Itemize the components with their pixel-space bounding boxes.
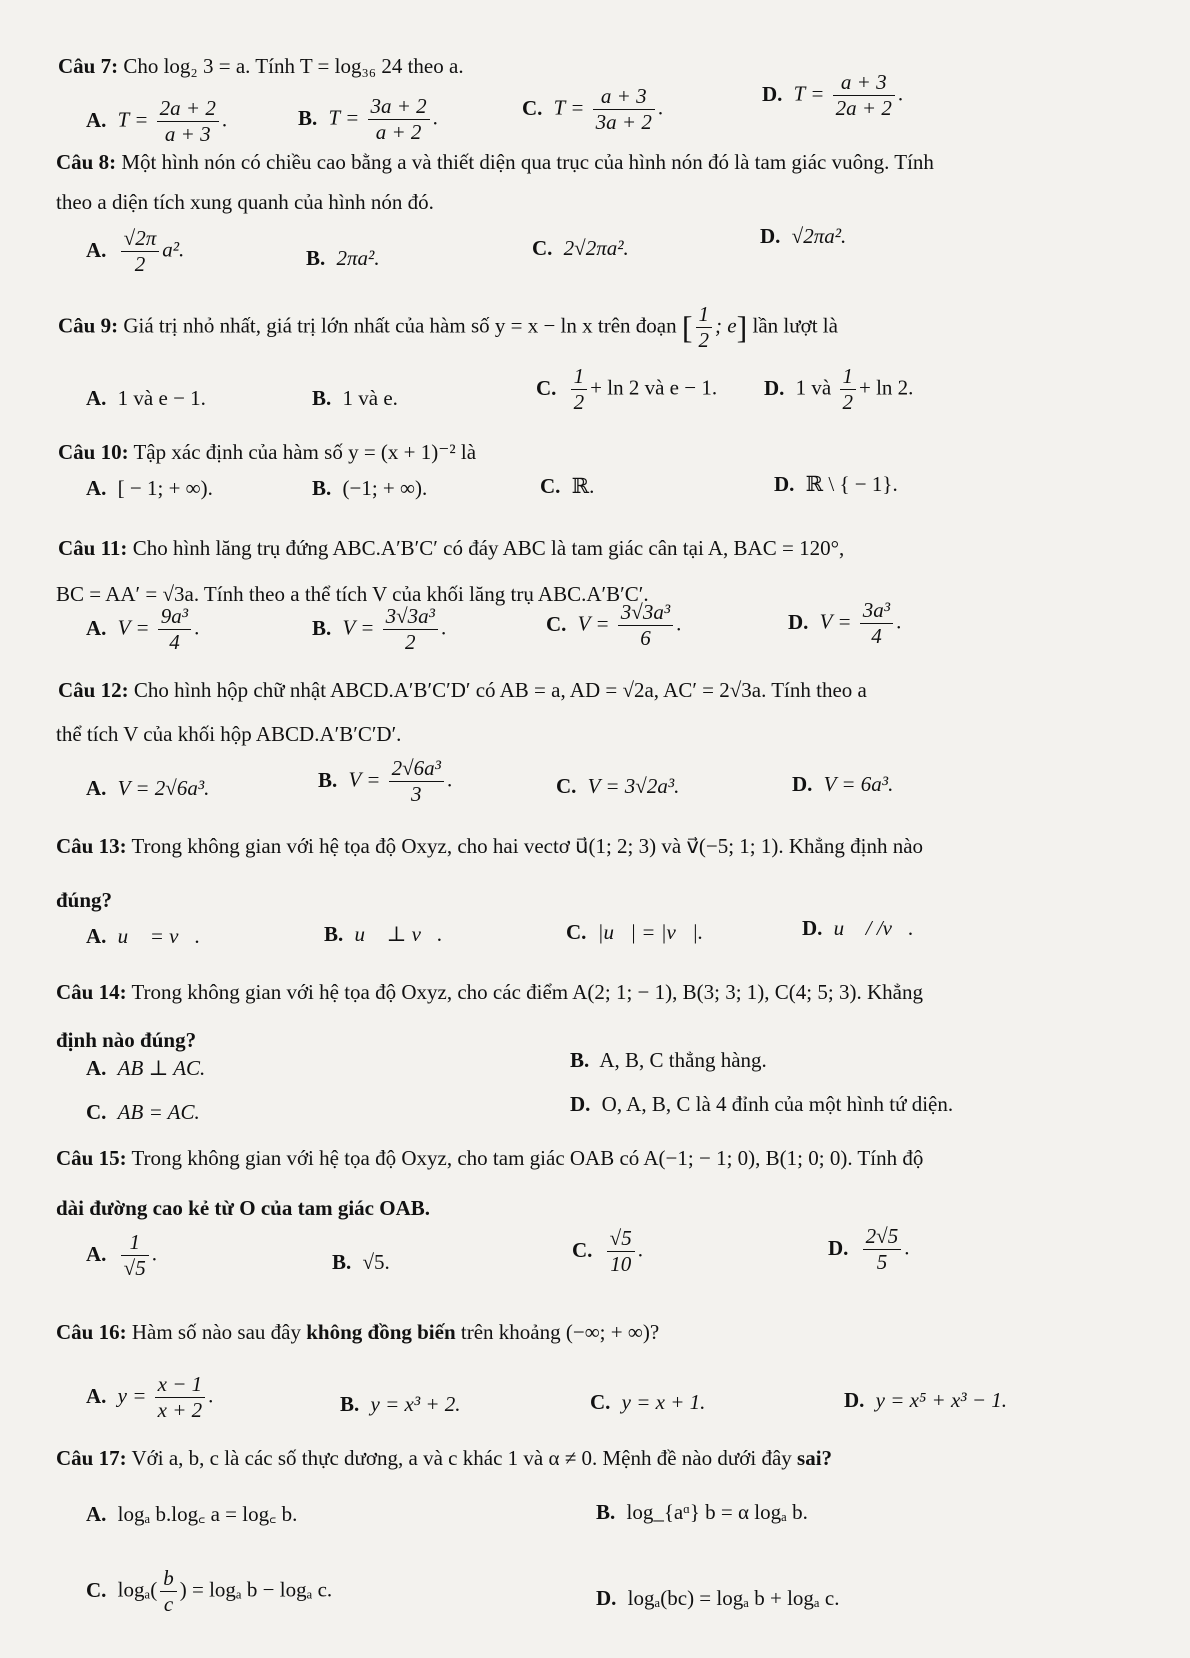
answer-fraction [833, 70, 895, 121]
denominator: 10 [610, 1252, 632, 1277]
answer-label: C. [86, 1577, 107, 1602]
answer-10d [774, 472, 898, 497]
answer-17a [86, 1500, 297, 1528]
denominator: 3a + 2 [595, 110, 652, 135]
answer-text: V = 3√2a³. [587, 774, 680, 798]
question-text: Trong không gian với hệ tọa độ Oxyz, cho các điểm A(2; 1; − 1), B(3; 3; 1), C(4; 5; 3). Khẳng [131, 980, 923, 1004]
answer-text: u⃗ ⊥ v⃗. [354, 922, 443, 946]
numerator: 3a + 2 [368, 94, 430, 120]
answer-label: A. [86, 615, 107, 640]
answer-text: |u⃗| = |v⃗|. [597, 920, 704, 944]
question-label: Câu 13: [56, 834, 127, 858]
answer-12a [86, 776, 209, 801]
answer-14b [570, 1048, 767, 1073]
answer-11d [788, 598, 901, 649]
question-label: Câu 12: [58, 678, 129, 702]
answer-label: B. [332, 1250, 352, 1274]
answer-8c [532, 236, 629, 261]
answer-label: A. [86, 776, 107, 800]
answer-13c [566, 920, 703, 945]
answer-prefix: V = [342, 615, 375, 640]
answer-text: O, A, B, C là 4 đỉnh của một hình tứ diện. [601, 1092, 954, 1116]
answer-label: B. [596, 1500, 616, 1524]
question-label: Câu 8: [56, 150, 117, 174]
denominator: 4 [169, 630, 180, 655]
denominator: 2 [573, 390, 585, 415]
question-14-line2: định nào đúng? [56, 1028, 197, 1052]
question-text: Trong không gian với hệ tọa độ Oxyz, cho hai vectơ u⃗(1; 2; 3) và v⃗(−5; 1; 1). Khẳng định nào [131, 834, 924, 858]
answer-label: C. [522, 95, 543, 120]
answer-9d [764, 364, 913, 415]
answer-text: y = x⁵ + x³ − 1. [875, 1388, 1007, 1412]
answer-12c [556, 774, 679, 799]
answer-text: 2√2πa². [563, 236, 629, 260]
answer-prefix: T = [793, 81, 825, 106]
answer-fraction [593, 84, 655, 135]
numerator: √2π [121, 226, 160, 252]
answer-fraction [860, 598, 893, 649]
answer-label: A. [86, 924, 107, 948]
interval-fraction [696, 302, 713, 353]
answer-text: 2πa². [336, 246, 380, 270]
answer-label: A. [86, 1383, 107, 1408]
answer-14c [86, 1100, 200, 1125]
denominator: c [163, 1592, 174, 1617]
numerator: 1 [121, 1230, 149, 1256]
answer-8a [86, 226, 184, 277]
answer-text: 1 và e − 1. [117, 386, 206, 410]
answer-suffix: ) = logₐ b − logₐ c. [179, 1577, 333, 1602]
answer-label: B. [318, 767, 338, 792]
answer-label: D. [788, 609, 809, 634]
answer-label: C. [546, 611, 567, 636]
question-text: Với a, b, c là các số thực dương, a và c khác 1 và α ≠ 0. Mệnh đề nào dưới đây [131, 1446, 792, 1470]
question-text: Tập xác định của hàm số y = (x + 1)⁻² là [133, 440, 477, 464]
answer-8b [306, 246, 380, 271]
answer-prefix: y = [117, 1383, 147, 1408]
question-16 [56, 1320, 659, 1345]
question-11 [58, 536, 844, 561]
answer-fraction [863, 1224, 902, 1275]
answer-11b [312, 604, 446, 655]
answer-label: B. [340, 1392, 360, 1416]
question-label: Câu 10: [58, 440, 129, 464]
answer-label: C. [86, 1100, 107, 1124]
answer-9b [312, 386, 398, 411]
question-8 [56, 150, 934, 175]
answer-prefix: T = [553, 95, 585, 120]
question-12-line2: thể tích V của khối hộp ABCD.A′B′C′D′. [56, 722, 402, 746]
denominator: 2 [405, 630, 416, 655]
answer-17d [596, 1586, 839, 1611]
answer-text: logₐ b.log꜀ a = log꜀ b. [117, 1502, 298, 1526]
answer-17b [596, 1500, 808, 1525]
numerator: 2a + 2 [157, 96, 219, 122]
answer-8d [760, 224, 846, 249]
question-text: Trong không gian với hệ tọa độ Oxyz, cho tam giác OAB có A(−1; − 1; 0), B(1; 0; 0). Tính độ [131, 1146, 924, 1170]
answer-label: B. [312, 476, 332, 500]
answer-suffix: . [637, 1237, 643, 1262]
question-15 [56, 1146, 923, 1171]
answer-prefix: logₐ( [117, 1577, 158, 1602]
answer-11a [86, 604, 199, 655]
answer-prefix: V = [577, 611, 610, 636]
answer-label: B. [324, 922, 344, 946]
answer-label: D. [760, 224, 781, 248]
answer-suffix: . [896, 609, 902, 634]
answer-label: B. [570, 1048, 590, 1072]
answer-14a [86, 1056, 205, 1081]
answer-15a [86, 1230, 157, 1281]
answer-fraction [607, 1226, 635, 1277]
answer-label: B. [298, 105, 318, 130]
denominator: 6 [640, 626, 651, 651]
answer-9c [536, 364, 717, 415]
numerator: 1 [571, 364, 588, 390]
answer-16c [590, 1390, 705, 1415]
denominator: 5 [876, 1250, 888, 1275]
answer-prefix: V = [819, 609, 852, 634]
numerator: √5 [607, 1226, 635, 1252]
question-text: Cho hình lăng trụ đứng ABC.A′B′C′ có đáy ABC là tam giác cân tại A, BAC = 120°, [132, 536, 845, 560]
answer-14d [570, 1092, 953, 1117]
numerator: a + 3 [833, 70, 895, 96]
answer-label: C. [572, 1237, 593, 1262]
answer-prefix: V = [348, 767, 381, 792]
bracket-close: ] [736, 309, 748, 346]
answer-9a [86, 386, 206, 411]
question-label: Câu 7: [58, 54, 119, 78]
numerator: x − 1 [155, 1372, 206, 1398]
question-15-line2: dài đường cao kẻ từ O của tam giác OAB. [56, 1196, 431, 1220]
answer-prefix: V = [117, 615, 150, 640]
denominator: 2 [134, 252, 146, 277]
question-12 [58, 678, 867, 703]
answer-text: u⃗ = v⃗. [117, 924, 201, 948]
answer-label: A. [86, 386, 107, 410]
answer-fraction [121, 226, 160, 277]
answer-suffix: . [208, 1383, 214, 1408]
numerator: a + 3 [593, 84, 655, 110]
answer-12b [318, 756, 452, 807]
answer-fraction [121, 1230, 149, 1281]
answer-label: D. [570, 1092, 591, 1116]
answer-13b [324, 922, 443, 947]
question-text: Giá trị nhỏ nhất, giá trị lớn nhất của hàm số y = x − ln x trên đoạn [123, 313, 677, 338]
question-emphasis: không đồng biến [306, 1320, 456, 1344]
numerator: 2√6a³ [389, 756, 444, 782]
answer-text: log_{aᵅ} b = α logₐ b. [626, 1500, 808, 1524]
answer-suffix: . [151, 1241, 157, 1266]
question-label: Câu 14: [56, 980, 127, 1004]
denominator: 3 [411, 782, 422, 807]
answer-7d [762, 70, 903, 121]
question-13-line2: đúng? [56, 888, 113, 912]
question-text-end: lần lượt là [752, 313, 838, 338]
answer-fraction [155, 1372, 206, 1423]
numerator: b [160, 1566, 177, 1592]
answer-suffix: . [657, 95, 664, 120]
question-emphasis: sai? [797, 1446, 833, 1470]
numerator: 9a³ [158, 604, 191, 630]
answer-label: A. [86, 476, 107, 500]
denominator: x + 2 [157, 1398, 203, 1423]
question-text: Cho log₂ 3 = a. Tính T = log₃₆ 24 theo a. [123, 54, 464, 78]
answer-suffix: . [897, 81, 904, 106]
denominator: a + 2 [375, 120, 422, 145]
answer-label: C. [532, 236, 553, 260]
answer-suffix: + ln 2 và e − 1. [590, 375, 718, 400]
answer-suffix: . [221, 107, 228, 132]
answer-label: D. [828, 1235, 849, 1260]
answer-text: V = 6a³. [823, 772, 894, 796]
answer-label: A. [86, 107, 107, 132]
question-label: Câu 15: [56, 1146, 127, 1170]
answer-text: y = x³ + 2. [370, 1392, 461, 1416]
answer-label: A. [86, 237, 107, 262]
answer-suffix: + ln 2. [859, 375, 914, 400]
answer-10a [86, 476, 213, 501]
answer-7c [522, 84, 663, 135]
answer-15d [828, 1224, 909, 1275]
answer-label: D. [774, 472, 795, 496]
question-label: Câu 11: [58, 536, 128, 560]
answer-suffix: a². [162, 237, 185, 262]
numerator: 3a³ [860, 598, 893, 624]
answer-17c [86, 1566, 332, 1617]
answer-label: B. [306, 246, 326, 270]
answer-prefix: T = [117, 107, 149, 132]
answer-fraction [160, 1566, 177, 1617]
answer-13d [802, 916, 914, 941]
answer-10b [312, 476, 427, 501]
answer-text: [ − 1; + ∞). [117, 476, 213, 500]
numerator: 1 [840, 364, 857, 390]
answer-10c [540, 474, 594, 499]
answer-label: D. [596, 1586, 617, 1610]
answer-suffix: . [194, 615, 200, 640]
answer-text: AB = AC. [117, 1100, 200, 1124]
answer-text: ℝ. [571, 474, 595, 498]
answer-label: C. [566, 920, 587, 944]
answer-prefix: 1 và [795, 375, 832, 400]
denominator: √5 [123, 1256, 146, 1281]
answer-text: √5. [362, 1250, 390, 1274]
answer-suffix: . [446, 767, 453, 792]
answer-7a [86, 96, 227, 147]
question-text-end: trên khoảng (−∞; + ∞)? [460, 1320, 660, 1344]
answer-label: C. [590, 1390, 611, 1414]
answer-fraction [157, 96, 219, 147]
answer-suffix: . [676, 611, 682, 636]
answer-label: C. [540, 474, 561, 498]
answer-label: B. [312, 386, 332, 410]
answer-15b [332, 1250, 390, 1275]
answer-text: 1 và e. [342, 386, 398, 410]
question-text: Hàm số nào sau đây [131, 1320, 301, 1344]
answer-11c [546, 600, 681, 651]
denominator: a + 3 [164, 122, 211, 147]
answer-label: D. [762, 81, 783, 106]
answer-text: A, B, C thẳng hàng. [599, 1048, 767, 1072]
answer-fraction [618, 600, 673, 651]
answer-fraction [389, 756, 444, 807]
answer-text: ℝ \ { − 1}. [805, 472, 898, 496]
answer-text: AB ⊥ AC. [117, 1056, 206, 1080]
answer-label: D. [764, 375, 785, 400]
answer-suffix: . [432, 105, 438, 130]
answer-15c [572, 1226, 643, 1277]
question-7 [58, 54, 464, 79]
answer-text: logₐ(bc) = logₐ b + logₐ c. [627, 1586, 840, 1610]
answer-fraction [158, 604, 191, 655]
answer-text: V = 2√6a³. [117, 776, 210, 800]
answer-16d [844, 1388, 1007, 1413]
numerator: 3√3a³ [618, 600, 673, 626]
answer-text: √2πa². [791, 224, 847, 248]
answer-label: A. [86, 1056, 107, 1080]
numerator: 3√3a³ [383, 604, 438, 630]
question-label: Câu 17: [56, 1446, 127, 1470]
numerator: 2√5 [863, 1224, 902, 1250]
question-10 [58, 440, 476, 465]
question-9 [58, 302, 838, 353]
question-17 [56, 1446, 832, 1471]
answer-suffix: . [904, 1235, 910, 1260]
question-label: Câu 9: [58, 313, 119, 338]
question-13 [56, 834, 923, 859]
bracket-open: [ [681, 309, 693, 346]
answer-label: C. [556, 774, 577, 798]
denominator: 2 [698, 328, 710, 353]
answer-fraction [368, 94, 430, 145]
answer-label: D. [844, 1388, 865, 1412]
answer-text: u⃗ / /v⃗. [833, 916, 914, 940]
answer-label: A. [86, 1502, 107, 1526]
question-11-line2: BC = AA′ = √3a. Tính theo a thể tích V của khối lăng trụ ABC.A′B′C′. [56, 582, 649, 606]
question-8-line2: theo a diện tích xung quanh của hình nón đó. [56, 190, 434, 214]
answer-16a [86, 1372, 213, 1423]
answer-text: (−1; + ∞). [342, 476, 428, 500]
answer-label: A. [86, 1241, 107, 1266]
question-text: Một hình nón có chiều cao bằng a và thiết diện qua trục của hình nón đó là tam giác vuông. Tính [121, 150, 934, 174]
question-text: Cho hình hộp chữ nhật ABCD.A′B′C′D′ có AB = a, AD = √2a, AC′ = 2√3a. Tính theo a [133, 678, 867, 702]
question-label: Câu 16: [56, 1320, 127, 1344]
answer-label: C. [536, 375, 557, 400]
denominator: 2 [842, 390, 853, 415]
numerator: 1 [696, 302, 713, 328]
answer-label: D. [802, 916, 823, 940]
answer-fraction [840, 364, 857, 415]
denominator: 2a + 2 [835, 96, 892, 121]
question-14 [56, 980, 923, 1005]
answer-prefix: T = [328, 105, 360, 130]
interval-end: ; e [715, 313, 737, 338]
answer-text: y = x + 1. [621, 1390, 706, 1414]
answer-fraction [383, 604, 438, 655]
answer-13a [86, 924, 200, 949]
answer-suffix: . [440, 615, 447, 640]
answer-16b [340, 1392, 461, 1417]
answer-12d [792, 772, 893, 797]
answer-label: D. [792, 772, 813, 796]
answer-label: B. [312, 615, 332, 640]
answer-7b [298, 94, 438, 145]
answer-fraction [571, 364, 588, 415]
denominator: 4 [871, 624, 882, 649]
